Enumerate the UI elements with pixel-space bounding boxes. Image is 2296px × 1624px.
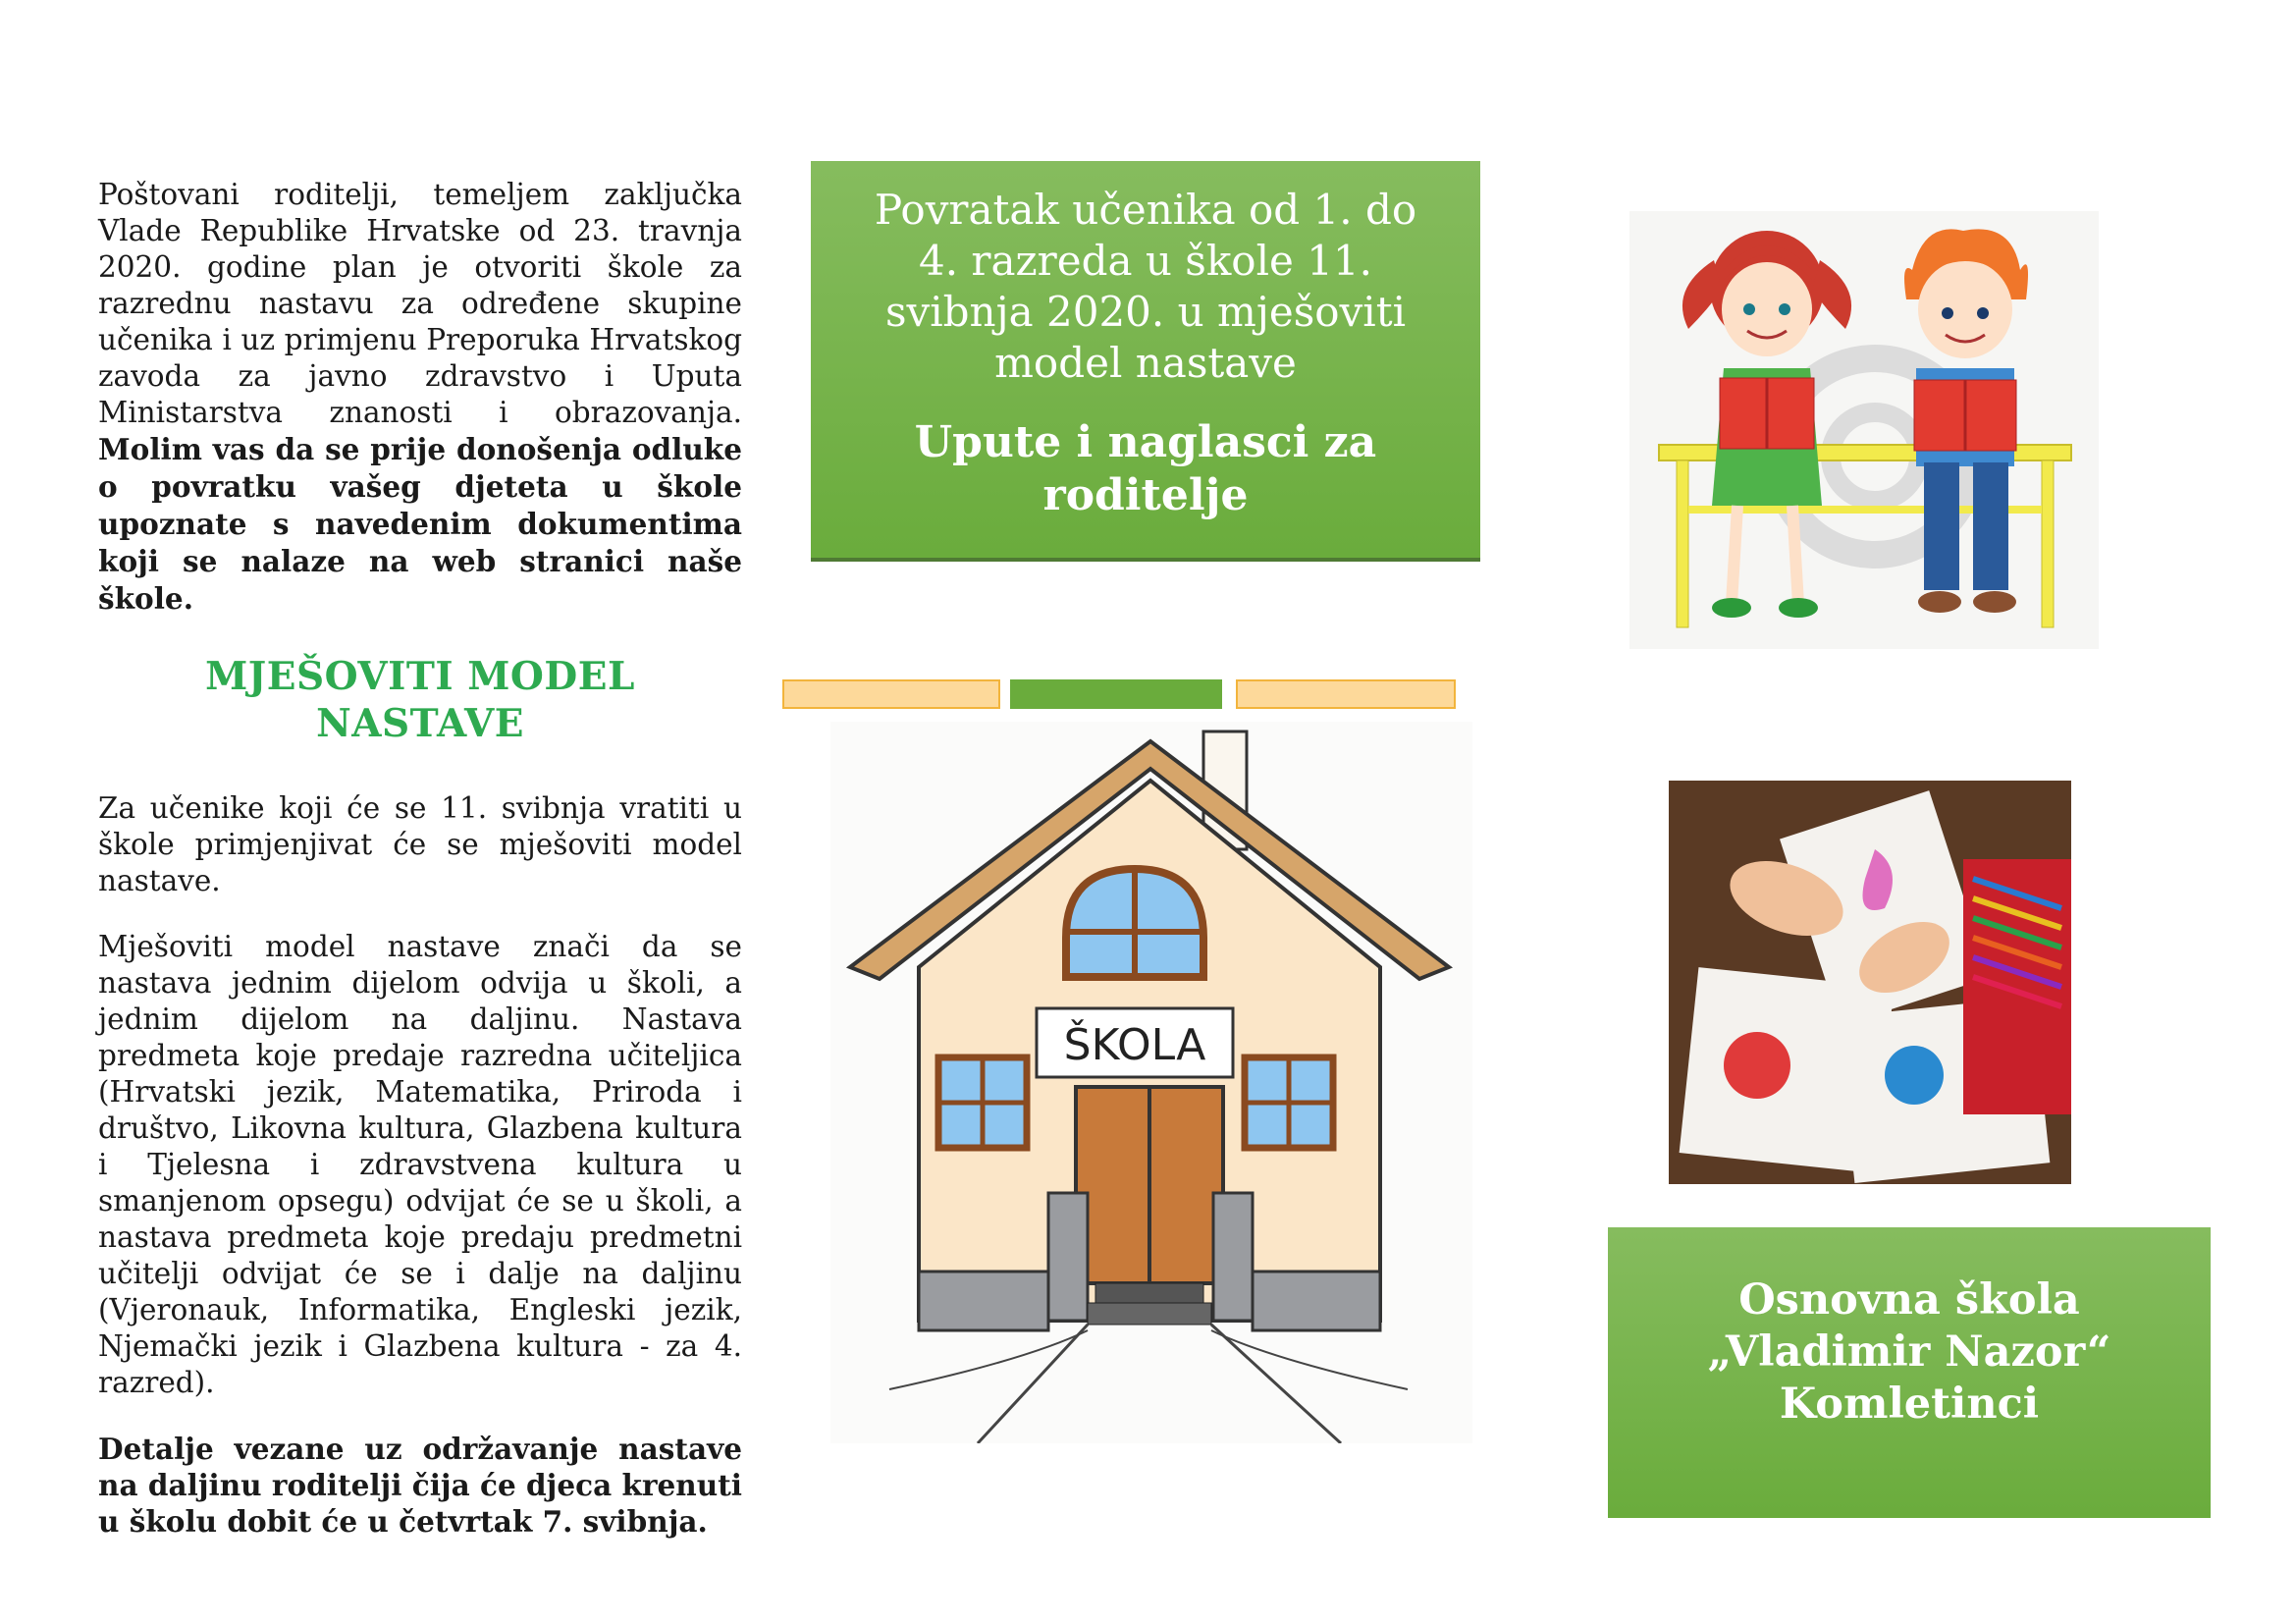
paragraph-3: Detalje vezane uz održavanje nastave na daljinu roditelji čija će djeca krenuti u školu dobit će u četvrtak 7. svibnja. <box>98 1432 742 1539</box>
kids-reading-illustration <box>1629 211 2099 649</box>
subtitle: Upute i naglasci za roditelje <box>914 417 1377 520</box>
children-drawing-photo <box>1669 781 2071 1184</box>
paragraph-1: Za učenike koji će se 11. svibnja vratiti u škole primjenjivat će se mješoviti model nastave. <box>98 791 742 897</box>
intro-text: Poštovani roditelji, temeljem zaključka Vlade Republike Hrvatske od 23. travnja 2020. godine plan je otvoriti škole za razrednu nastavu za određene skupine učenika i uz primjenu Preporuka Hrvatskog zavoda za javno zdravstvo i Uputa Ministarstva znanosti i obrazovanja. <box>98 178 742 429</box>
school-name-line1: Osnovna škola <box>1738 1275 2080 1325</box>
school-name-line3: Komletinci <box>1779 1380 2040 1429</box>
left-column <box>98 177 742 1569</box>
green-bar-middle <box>1010 679 1222 709</box>
school-sign-text: ŠKOLA <box>1063 1020 1206 1070</box>
yellow-bar-left <box>782 679 1000 709</box>
section-title-line1: MJEŠOVITI MODEL <box>205 654 635 699</box>
title-box <box>811 161 1480 562</box>
section-title <box>98 653 742 747</box>
school-name-box <box>1608 1227 2211 1518</box>
paragraph-2: Mješoviti model nastave znači da se nastava jednim dijelom odvija u školi, a jednim dijelom na daljinu. Nastava predmeta koje predaje razredna učiteljica (Hrvatski jezik, Matematika, Priroda i društvo, Likovna kultura, Glazbena kultura i Tjelesna i zdravstvena kultura u smanjenom opsegu) odvijat će se u školi, a nastava predmeta koje predaju predmetni učitelji odvijat će se i dalje na daljinu (Vjeronauk, Informatika, Engleski jezik, Njemački jezik i Glazbena kultura - za 4. razred). <box>98 930 742 1399</box>
intro-bold-text: Molim vas da se prije donošenja odluke o povratku vašeg djeteta u škole upoznate s navedenim dokumentima koji se nalaze na web stranici naše škole. <box>98 432 742 616</box>
intro-paragraph <box>98 177 742 618</box>
school-building-illustration <box>830 722 1472 1443</box>
main-title: Povratak učenika od 1. do 4. razreda u škole 11. svibnja 2020. u mješoviti model nastave <box>874 186 1417 387</box>
decorative-bars <box>782 679 1456 709</box>
school-name-line2: „Vladimir Nazor“ <box>1707 1327 2111 1377</box>
section-title-line2: NASTAVE <box>316 701 524 746</box>
yellow-bar-right <box>1236 679 1456 709</box>
